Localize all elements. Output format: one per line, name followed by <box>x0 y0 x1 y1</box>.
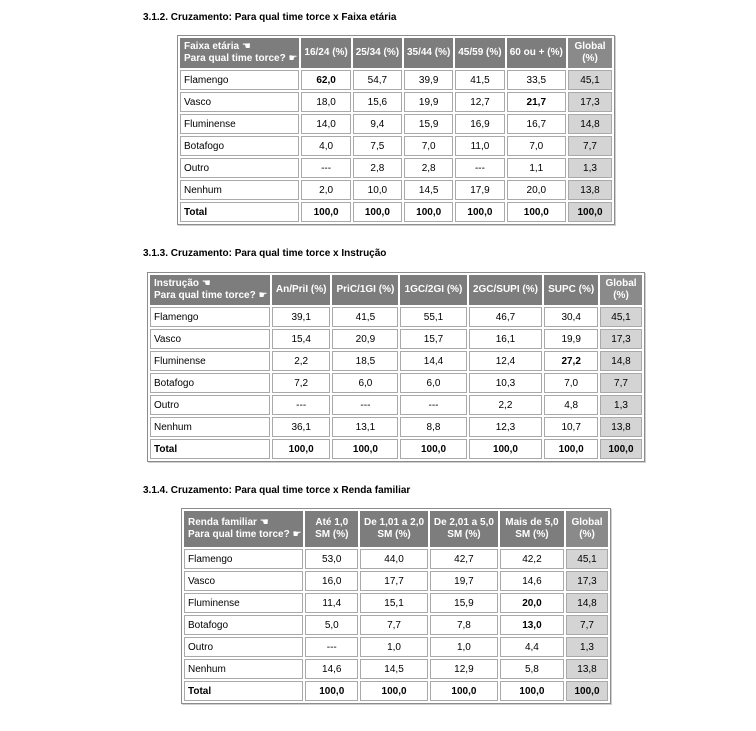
value-cell: 14,4 <box>400 351 466 371</box>
row-label: Outro <box>184 637 303 657</box>
value-cell: 12,9 <box>430 659 498 679</box>
column-header: Mais de 5,0 SM (%) <box>500 511 564 547</box>
table-row <box>180 202 612 222</box>
row-label: Nenhum <box>184 659 303 679</box>
row-label: Flamengo <box>184 549 303 569</box>
value-cell: 39,9 <box>404 70 453 90</box>
section-title-renda-familiar: 3.1.4. Cruzamento: Para qual time torce x Renda familiar <box>143 485 411 496</box>
global-cell: 13,8 <box>566 659 608 679</box>
value-cell: 46,7 <box>469 307 543 327</box>
table-row <box>150 417 642 437</box>
value-cell: 7,2 <box>272 373 330 393</box>
column-header: Global (%) <box>600 275 642 305</box>
value-cell: 100,0 <box>301 202 350 222</box>
value-cell: 5,8 <box>500 659 564 679</box>
value-cell: 2,8 <box>353 158 402 178</box>
row-label: Botafogo <box>150 373 270 393</box>
value-cell: 17,9 <box>455 180 504 200</box>
row-label: Botafogo <box>184 615 303 635</box>
value-cell: 7,8 <box>430 615 498 635</box>
value-cell: 100,0 <box>469 439 543 459</box>
table-row <box>150 373 642 393</box>
table-row <box>150 395 642 415</box>
row-header-cell <box>180 38 299 68</box>
value-cell: 15,1 <box>360 593 428 613</box>
value-cell: 100,0 <box>353 202 402 222</box>
column-header: Global (%) <box>568 38 612 68</box>
table-row <box>150 307 642 327</box>
global-cell: 1,3 <box>568 158 612 178</box>
table-row <box>180 92 612 112</box>
row-header-cell <box>150 275 270 305</box>
value-cell: 20,9 <box>332 329 398 349</box>
value-cell: 9,4 <box>353 114 402 134</box>
table-row <box>184 549 608 569</box>
global-cell: 100,0 <box>568 202 612 222</box>
value-cell: 16,9 <box>455 114 504 134</box>
header-line-variable: Faixa etária ☚ <box>184 41 251 52</box>
row-label: Total <box>150 439 270 459</box>
global-cell: 17,3 <box>568 92 612 112</box>
value-cell: 55,1 <box>400 307 466 327</box>
global-cell: 14,8 <box>566 593 608 613</box>
value-cell: 21,7 <box>507 92 566 112</box>
value-cell: 100,0 <box>430 681 498 701</box>
table-instrucao <box>147 272 645 462</box>
value-cell: 7,0 <box>507 136 566 156</box>
value-cell: 4,4 <box>500 637 564 657</box>
value-cell: 8,8 <box>400 417 466 437</box>
row-header-cell <box>184 511 303 547</box>
value-cell: 42,2 <box>500 549 564 569</box>
value-cell: 7,0 <box>404 136 453 156</box>
value-cell: 15,9 <box>430 593 498 613</box>
global-cell: 7,7 <box>568 136 612 156</box>
value-cell: 14,0 <box>301 114 350 134</box>
value-cell: 10,3 <box>469 373 543 393</box>
global-cell: 13,8 <box>600 417 642 437</box>
value-cell: 1,0 <box>430 637 498 657</box>
value-cell: 27,2 <box>544 351 598 371</box>
value-cell: 15,9 <box>404 114 453 134</box>
table-row <box>180 158 612 178</box>
value-cell: 54,7 <box>353 70 402 90</box>
value-cell: --- <box>332 395 398 415</box>
value-cell: 11,0 <box>455 136 504 156</box>
value-cell: 44,0 <box>360 549 428 569</box>
global-cell: 14,8 <box>600 351 642 371</box>
global-cell: 1,3 <box>566 637 608 657</box>
value-cell: 30,4 <box>544 307 598 327</box>
column-header: 2GC/SUPI (%) <box>469 275 543 305</box>
value-cell: 41,5 <box>455 70 504 90</box>
row-label: Total <box>184 681 303 701</box>
table-row <box>180 70 612 90</box>
header-line-question: Para qual time torce? ☛ <box>154 290 268 301</box>
global-cell: 13,8 <box>568 180 612 200</box>
table-row <box>184 571 608 591</box>
global-cell: 100,0 <box>600 439 642 459</box>
header-line-question: Para qual time torce? ☛ <box>184 53 298 64</box>
row-label: Fluminense <box>150 351 270 371</box>
value-cell: 18,0 <box>301 92 350 112</box>
value-cell: 6,0 <box>400 373 466 393</box>
value-cell: 100,0 <box>272 439 330 459</box>
value-cell: 15,6 <box>353 92 402 112</box>
value-cell: 19,9 <box>404 92 453 112</box>
value-cell: 14,5 <box>404 180 453 200</box>
value-cell: 2,2 <box>469 395 543 415</box>
column-header: Até 1,0 SM (%) <box>305 511 358 547</box>
table-faixa-etaria <box>177 35 615 225</box>
global-cell: 100,0 <box>566 681 608 701</box>
value-cell: 4,0 <box>301 136 350 156</box>
column-header: 25/34 (%) <box>353 38 402 68</box>
table-row <box>150 329 642 349</box>
section-title-faixa-etaria: 3.1.2. Cruzamento: Para qual time torce x Faixa etária <box>143 12 397 23</box>
table-row <box>150 351 642 371</box>
value-cell: --- <box>301 158 350 178</box>
value-cell: 7,0 <box>544 373 598 393</box>
section-title-instrucao: 3.1.3. Cruzamento: Para qual time torce x Instrução <box>143 248 387 259</box>
value-cell: 33,5 <box>507 70 566 90</box>
value-cell: 1,0 <box>360 637 428 657</box>
value-cell: 11,4 <box>305 593 358 613</box>
table-row <box>184 593 608 613</box>
row-label: Fluminense <box>184 593 303 613</box>
value-cell: 62,0 <box>301 70 350 90</box>
value-cell: 5,0 <box>305 615 358 635</box>
table-row <box>180 180 612 200</box>
header-line-variable: Instrução ☚ <box>154 278 211 289</box>
value-cell: 12,3 <box>469 417 543 437</box>
row-label: Vasco <box>150 329 270 349</box>
table-row <box>180 136 612 156</box>
value-cell: 1,1 <box>507 158 566 178</box>
global-cell: 17,3 <box>600 329 642 349</box>
column-header: 35/44 (%) <box>404 38 453 68</box>
global-cell: 45,1 <box>568 70 612 90</box>
global-cell: 17,3 <box>566 571 608 591</box>
column-header: Global (%) <box>566 511 608 547</box>
row-label: Vasco <box>184 571 303 591</box>
column-header: De 2,01 a 5,0 SM (%) <box>430 511 498 547</box>
value-cell: 100,0 <box>360 681 428 701</box>
column-header: An/PriI (%) <box>272 275 330 305</box>
value-cell: 14,6 <box>305 659 358 679</box>
value-cell: 14,5 <box>360 659 428 679</box>
value-cell: 100,0 <box>455 202 504 222</box>
header-line-variable: Renda familiar ☚ <box>188 517 269 528</box>
value-cell: 16,1 <box>469 329 543 349</box>
column-header: 16/24 (%) <box>301 38 350 68</box>
value-cell: 7,7 <box>360 615 428 635</box>
value-cell: 2,2 <box>272 351 330 371</box>
column-header: 45/59 (%) <box>455 38 504 68</box>
value-cell: 4,8 <box>544 395 598 415</box>
value-cell: 15,4 <box>272 329 330 349</box>
column-header: PriC/1GI (%) <box>332 275 398 305</box>
row-label: Flamengo <box>150 307 270 327</box>
header-line-question: Para qual time torce? ☛ <box>188 529 302 540</box>
row-label: Nenhum <box>150 417 270 437</box>
value-cell: 36,1 <box>272 417 330 437</box>
value-cell: 12,4 <box>469 351 543 371</box>
row-label: Outro <box>180 158 299 178</box>
global-cell: 45,1 <box>600 307 642 327</box>
column-header: 1GC/2GI (%) <box>400 275 466 305</box>
value-cell: 16,7 <box>507 114 566 134</box>
row-label: Outro <box>150 395 270 415</box>
value-cell: 100,0 <box>500 681 564 701</box>
value-cell: 100,0 <box>332 439 398 459</box>
value-cell: 10,0 <box>353 180 402 200</box>
table-row <box>184 659 608 679</box>
value-cell: 53,0 <box>305 549 358 569</box>
value-cell: 100,0 <box>507 202 566 222</box>
column-header: De 1,01 a 2,0 SM (%) <box>360 511 428 547</box>
value-cell: --- <box>400 395 466 415</box>
value-cell: 20,0 <box>500 593 564 613</box>
value-cell: 2,8 <box>404 158 453 178</box>
global-cell: 14,8 <box>568 114 612 134</box>
column-header: SUPC (%) <box>544 275 598 305</box>
column-header: 60 ou + (%) <box>507 38 566 68</box>
value-cell: 18,5 <box>332 351 398 371</box>
row-label: Botafogo <box>180 136 299 156</box>
row-label: Nenhum <box>180 180 299 200</box>
global-cell: 7,7 <box>566 615 608 635</box>
value-cell: 10,7 <box>544 417 598 437</box>
value-cell: 39,1 <box>272 307 330 327</box>
value-cell: 100,0 <box>544 439 598 459</box>
value-cell: 6,0 <box>332 373 398 393</box>
value-cell: 100,0 <box>305 681 358 701</box>
global-cell: 1,3 <box>600 395 642 415</box>
value-cell: 42,7 <box>430 549 498 569</box>
value-cell: 100,0 <box>404 202 453 222</box>
value-cell: --- <box>455 158 504 178</box>
table-renda-familiar <box>181 508 611 704</box>
value-cell: 41,5 <box>332 307 398 327</box>
row-label: Vasco <box>180 92 299 112</box>
value-cell: 2,0 <box>301 180 350 200</box>
table-row <box>184 615 608 635</box>
table-row <box>184 637 608 657</box>
value-cell: 15,7 <box>400 329 466 349</box>
value-cell: 100,0 <box>400 439 466 459</box>
row-label: Flamengo <box>180 70 299 90</box>
global-cell: 7,7 <box>600 373 642 393</box>
table-row <box>150 439 642 459</box>
table-row <box>180 114 612 134</box>
value-cell: --- <box>305 637 358 657</box>
value-cell: 12,7 <box>455 92 504 112</box>
value-cell: 19,9 <box>544 329 598 349</box>
value-cell: 17,7 <box>360 571 428 591</box>
row-label: Fluminense <box>180 114 299 134</box>
value-cell: 13,1 <box>332 417 398 437</box>
value-cell: 19,7 <box>430 571 498 591</box>
row-label: Total <box>180 202 299 222</box>
value-cell: 20,0 <box>507 180 566 200</box>
value-cell: 14,6 <box>500 571 564 591</box>
value-cell: 13,0 <box>500 615 564 635</box>
global-cell: 45,1 <box>566 549 608 569</box>
table-row <box>184 681 608 701</box>
value-cell: 16,0 <box>305 571 358 591</box>
value-cell: --- <box>272 395 330 415</box>
value-cell: 7,5 <box>353 136 402 156</box>
